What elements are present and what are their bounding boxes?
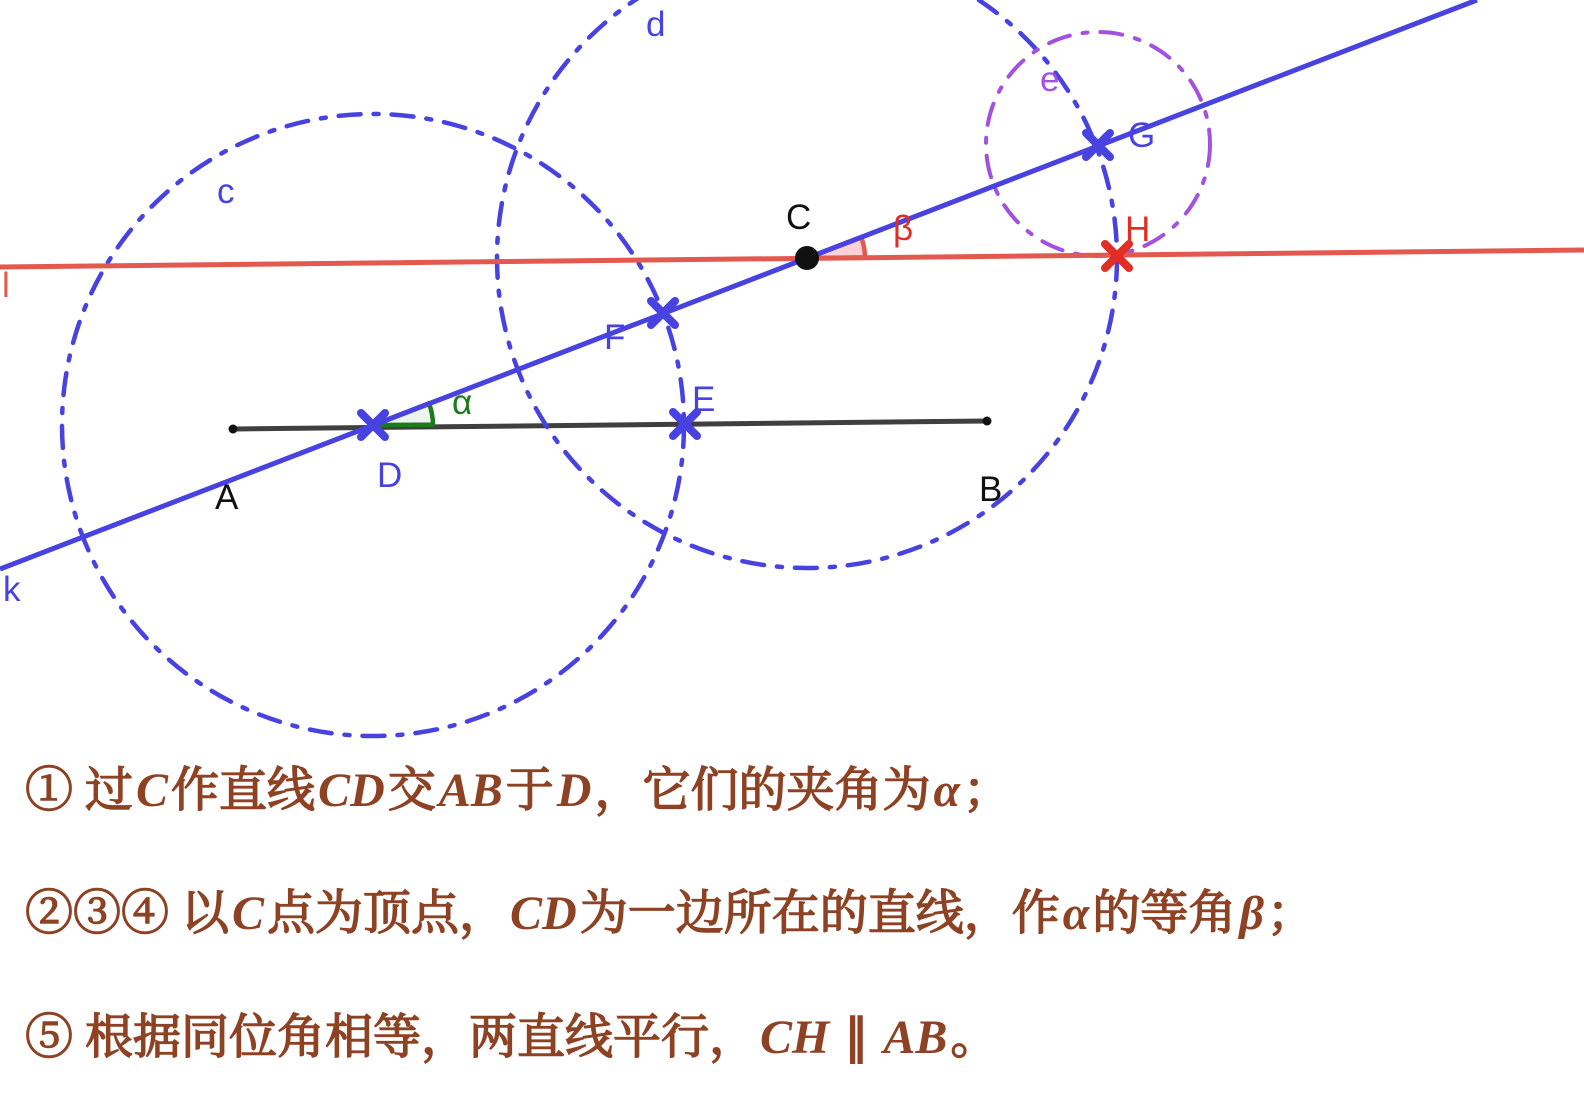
circle-d[interactable] [497, 0, 1117, 568]
math-token: CD [510, 887, 577, 940]
label-F: F [604, 318, 626, 357]
step-text: ； [963, 764, 1012, 817]
step-text: 交 [387, 764, 436, 817]
math-token: C [232, 887, 265, 940]
step-text: 于 [505, 764, 554, 817]
step-text: ，它们的夹角为 [594, 764, 931, 817]
step-text: 作直线 [171, 764, 316, 817]
label-A: A [215, 478, 239, 517]
label-D: D [377, 456, 403, 495]
label-l: l [2, 266, 10, 305]
math-token: D [556, 764, 592, 817]
label-G: G [1128, 116, 1156, 155]
math-token: AB [883, 1011, 948, 1064]
step-text: ②③④ 以 [25, 887, 230, 940]
step-text: 的等角 [1092, 887, 1237, 940]
math-token: α [1062, 887, 1090, 940]
step-text: ⑤ 根据同位角相等，两直线平行， [25, 1011, 758, 1064]
point-C[interactable] [795, 246, 819, 270]
label-k: k [3, 570, 21, 609]
step-text: 为一边所在的直线，作 [579, 887, 1060, 940]
label-B: B [979, 470, 1003, 509]
construction-step-1 [25, 763, 1011, 818]
math-token: C [136, 764, 169, 817]
label-beta: β [893, 209, 914, 248]
label-d: d [646, 5, 666, 44]
step-text: ① 过 [25, 764, 134, 817]
math-token: β [1239, 887, 1264, 940]
label-c: c [217, 172, 235, 211]
math-token: AB [438, 764, 503, 817]
math-token: CD [318, 764, 385, 817]
construction-step-2 [25, 886, 1315, 941]
label-H: H [1125, 210, 1151, 249]
step-text: 。 [950, 1011, 999, 1064]
step-text: ； [1266, 887, 1315, 940]
label-e: e [1040, 60, 1060, 99]
segment-AB[interactable] [233, 421, 987, 429]
construction-step-3 [25, 1010, 998, 1065]
math-token: CH [760, 1011, 830, 1064]
step-text: 点为顶点， [267, 887, 508, 940]
step-text: ∥ [832, 1011, 881, 1064]
label-E: E [692, 380, 716, 419]
segment-endpoint-A[interactable] [229, 425, 238, 434]
math-token: α [933, 764, 961, 817]
label-alpha: α [452, 383, 473, 422]
segment-endpoint-B[interactable] [983, 417, 992, 426]
label-C: C [786, 198, 812, 237]
